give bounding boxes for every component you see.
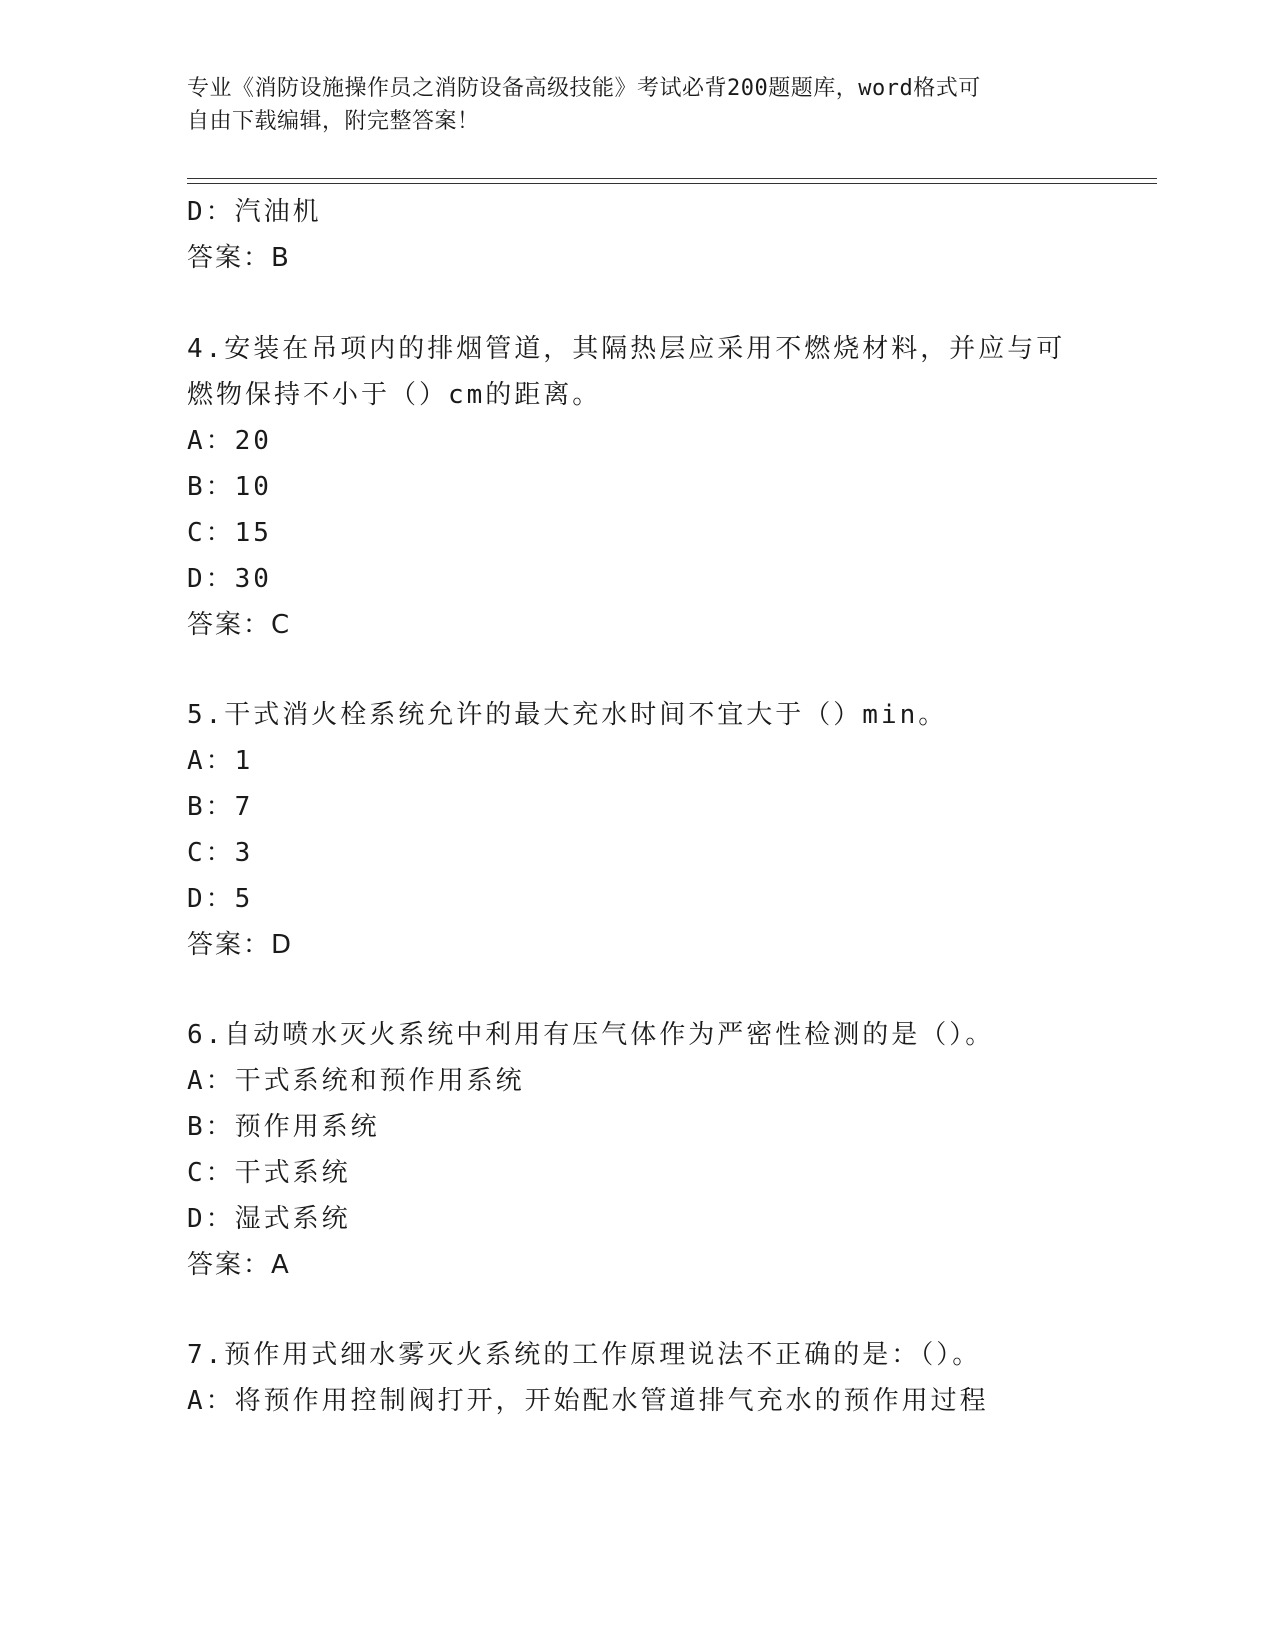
option-b: B：10 xyxy=(187,472,272,502)
question-6 xyxy=(187,1012,1087,1288)
spacer xyxy=(187,968,1087,1012)
option-a: A：20 xyxy=(187,426,272,456)
question-stem: 5.干式消火栓系统允许的最大充水时间不宜大于（）min。 xyxy=(187,700,948,730)
option-d: D：5 xyxy=(187,884,254,914)
spacer xyxy=(187,648,1087,692)
q3-answer: 答案：B xyxy=(187,243,291,273)
q3-option-d: D：汽油机 xyxy=(187,197,322,227)
question-stem: 7.预作用式细水雾灭火系统的工作原理说法不正确的是：（）。 xyxy=(187,1340,982,1370)
option-c: C：15 xyxy=(187,518,272,548)
question-4 xyxy=(187,326,1087,648)
question-7 xyxy=(187,1332,1087,1424)
header-divider-bottom xyxy=(187,183,1157,184)
option-a: A：将预作用控制阀打开，开始配水管道排气充水的预作用过程 xyxy=(187,1386,989,1416)
option-a: A：1 xyxy=(187,746,254,776)
question-list xyxy=(187,189,1087,1424)
option-d: D：30 xyxy=(187,564,272,594)
option-c: C：3 xyxy=(187,838,254,868)
answer: 答案：C xyxy=(187,610,292,640)
spacer xyxy=(187,1288,1087,1332)
answer: 答案：D xyxy=(187,930,294,960)
question-5 xyxy=(187,692,1087,968)
page-header xyxy=(187,72,1067,138)
option-a: A：干式系统和预作用系统 xyxy=(187,1066,525,1096)
header-line-2: 自由下载编辑，附完整答案！ xyxy=(187,109,480,134)
header-divider-top xyxy=(187,178,1157,179)
question-stem: 6.自动喷水灭火系统中利用有压气体作为严密性检测的是（）。 xyxy=(187,1020,995,1050)
question-stem: 燃物保持不小于（）cm的距离。 xyxy=(187,380,602,410)
option-d: D：湿式系统 xyxy=(187,1204,351,1234)
header-line-1: 专业《消防设施操作员之消防设备高级技能》考试必背200题题库，word格式可 xyxy=(187,76,981,101)
answer: 答案：A xyxy=(187,1250,291,1280)
spacer xyxy=(187,281,1087,326)
question-stem: 4.安装在吊项内的排烟管道，其隔热层应采用不燃烧材料，并应与可 xyxy=(187,334,1066,364)
option-b: B：7 xyxy=(187,792,254,822)
option-c: C：干式系统 xyxy=(187,1158,351,1188)
option-b: B：预作用系统 xyxy=(187,1112,380,1142)
